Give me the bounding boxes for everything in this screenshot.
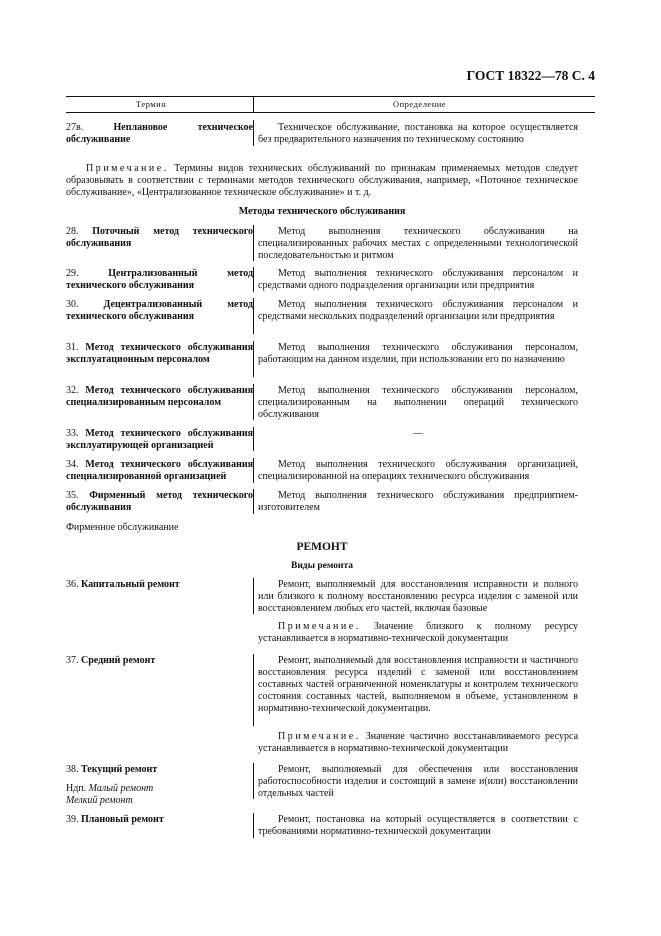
term-34: 34. Метод технического обслуживания специализированной организацией: [66, 459, 254, 482]
definition-30: Метод выполнения технического обслуживания персоналом и средствами нескольких подразделений организации или предприятия: [258, 299, 578, 322]
definition-33: —: [413, 428, 423, 439]
note-37: Примечание. Значение частично восстанавливаемого ресурса устанавливается в нормативно-технической документации: [258, 731, 579, 754]
synonyms-38: Ндп. Малый ремонт Мелкий ремонт: [66, 783, 154, 806]
term-32: 32. Метод технического обслуживания специализированным персоналом: [66, 385, 254, 408]
column-header-term: Термин: [136, 99, 167, 109]
bracket-29: [253, 267, 254, 292]
definition-31: Метод выполнения технического обслуживания персоналом, работающим на данном изделии, при использовании его по назначению: [258, 342, 578, 365]
bracket-38: [253, 763, 254, 799]
bracket-37: [253, 654, 254, 726]
section-methods: Методы технического обслуживания: [238, 206, 406, 217]
definition-32: Метод выполнения технического обслуживания персоналом, специализированным на выполнении операций технического обслуживания: [258, 385, 578, 420]
header-divider: [253, 97, 254, 112]
definition-35: Метод выполнения технического обслуживания предприятием-изготовителем: [258, 490, 578, 513]
definition-37: Ремонт, выполняемый для восстановления исправности и частичного восстановления ресурса изделий с заменой или восстановлением составных частей ограниченной номенклатуры и контролем технического состояния составных частей, выполняемом в объеме, установленном в нормативно-технической документации.: [258, 655, 578, 714]
alias-35: Фирменное обслуживание: [66, 522, 179, 533]
term-37: 37. Средний ремонт: [66, 655, 156, 666]
section-repair: РЕМОНТ: [296, 541, 348, 553]
bracket-34: [253, 458, 254, 483]
term-33: 33. Метод технического обслуживания эксплуатирующей организацией: [66, 428, 254, 451]
bracket-30: [253, 298, 254, 334]
definition-39: Ремонт, постановка на который осуществляется в соответствии с требованиями нормативно-технической документации: [258, 814, 578, 837]
term-31: 31. Метод технического обслуживания эксплуатационным персоналом: [66, 342, 254, 365]
bracket-35: [253, 489, 254, 514]
note-36: Примечание. Значение близкого к полному ресурсу устанавливается в нормативно-технической документации: [258, 621, 578, 644]
term-27v: 27в. Неплановое техническое обслуживание: [66, 122, 253, 145]
bracket-27v: [253, 120, 254, 146]
column-header-definition: Определение: [393, 99, 447, 109]
table-header-rule: [66, 112, 595, 113]
definition-29: Метод выполнения технического обслуживания персоналом и средствами одного подразделения организации или предприятия: [258, 268, 578, 291]
subsection-repair-types: Виды ремонта: [290, 561, 353, 571]
bracket-28: [253, 225, 254, 261]
definition-27v: Техническое обслуживание, постановка на которое осуществляется без предварительного назначения по техническому состоянию: [258, 122, 578, 145]
term-39: 39. Плановый ремонт: [66, 814, 164, 825]
term-28: 28. Поточный метод технического обслуживания: [66, 226, 253, 249]
definition-38: Ремонт, выполняемый для обеспечения или восстановления работоспособности изделия и состоящий в замене и(или) восстановлении отдельных частей: [258, 764, 578, 799]
definition-34: Метод выполнения технического обслуживания организацией, специализированной на операциях технического обслуживания: [258, 459, 578, 482]
definition-36: Ремонт, выполняемый для восстановления исправности и полного или близкого к полному восстановлению ресурса изделия с заменой или восстановлением любых его частей, включая базовые: [258, 579, 578, 614]
term-38: 38. Текущий ремонт: [66, 764, 158, 775]
bracket-33: [253, 427, 254, 451]
term-36: 36. Капитальный ремонт: [66, 579, 180, 590]
page-header: ГОСТ 18322—78 С. 4: [466, 68, 595, 83]
note-27v: Примечание. Термины видов технических обслуживаний по признакам применяемых методов следует образовывать в соответствии с терминами методов технического обслуживания, например, «Поточное техническое обслуживание», «Централизованное техническое обслуживание» и т. д.: [66, 163, 579, 198]
table-top-rule: [66, 96, 595, 97]
bracket-32: [253, 384, 254, 420]
term-35: 35. Фирменный метод технического обслуживания: [66, 490, 254, 513]
bracket-36: [253, 578, 254, 614]
term-30: 30. Децентрализованный метод технического обслуживания: [66, 299, 253, 322]
definition-28: Метод выполнения технического обслуживания на специализированных рабочих местах с определенными технологической последовательностью и ритмом: [258, 226, 578, 261]
bracket-39: [253, 813, 254, 838]
bracket-31: [253, 341, 254, 377]
term-29: 29. Централизованный метод технического обслуживания: [66, 268, 253, 291]
